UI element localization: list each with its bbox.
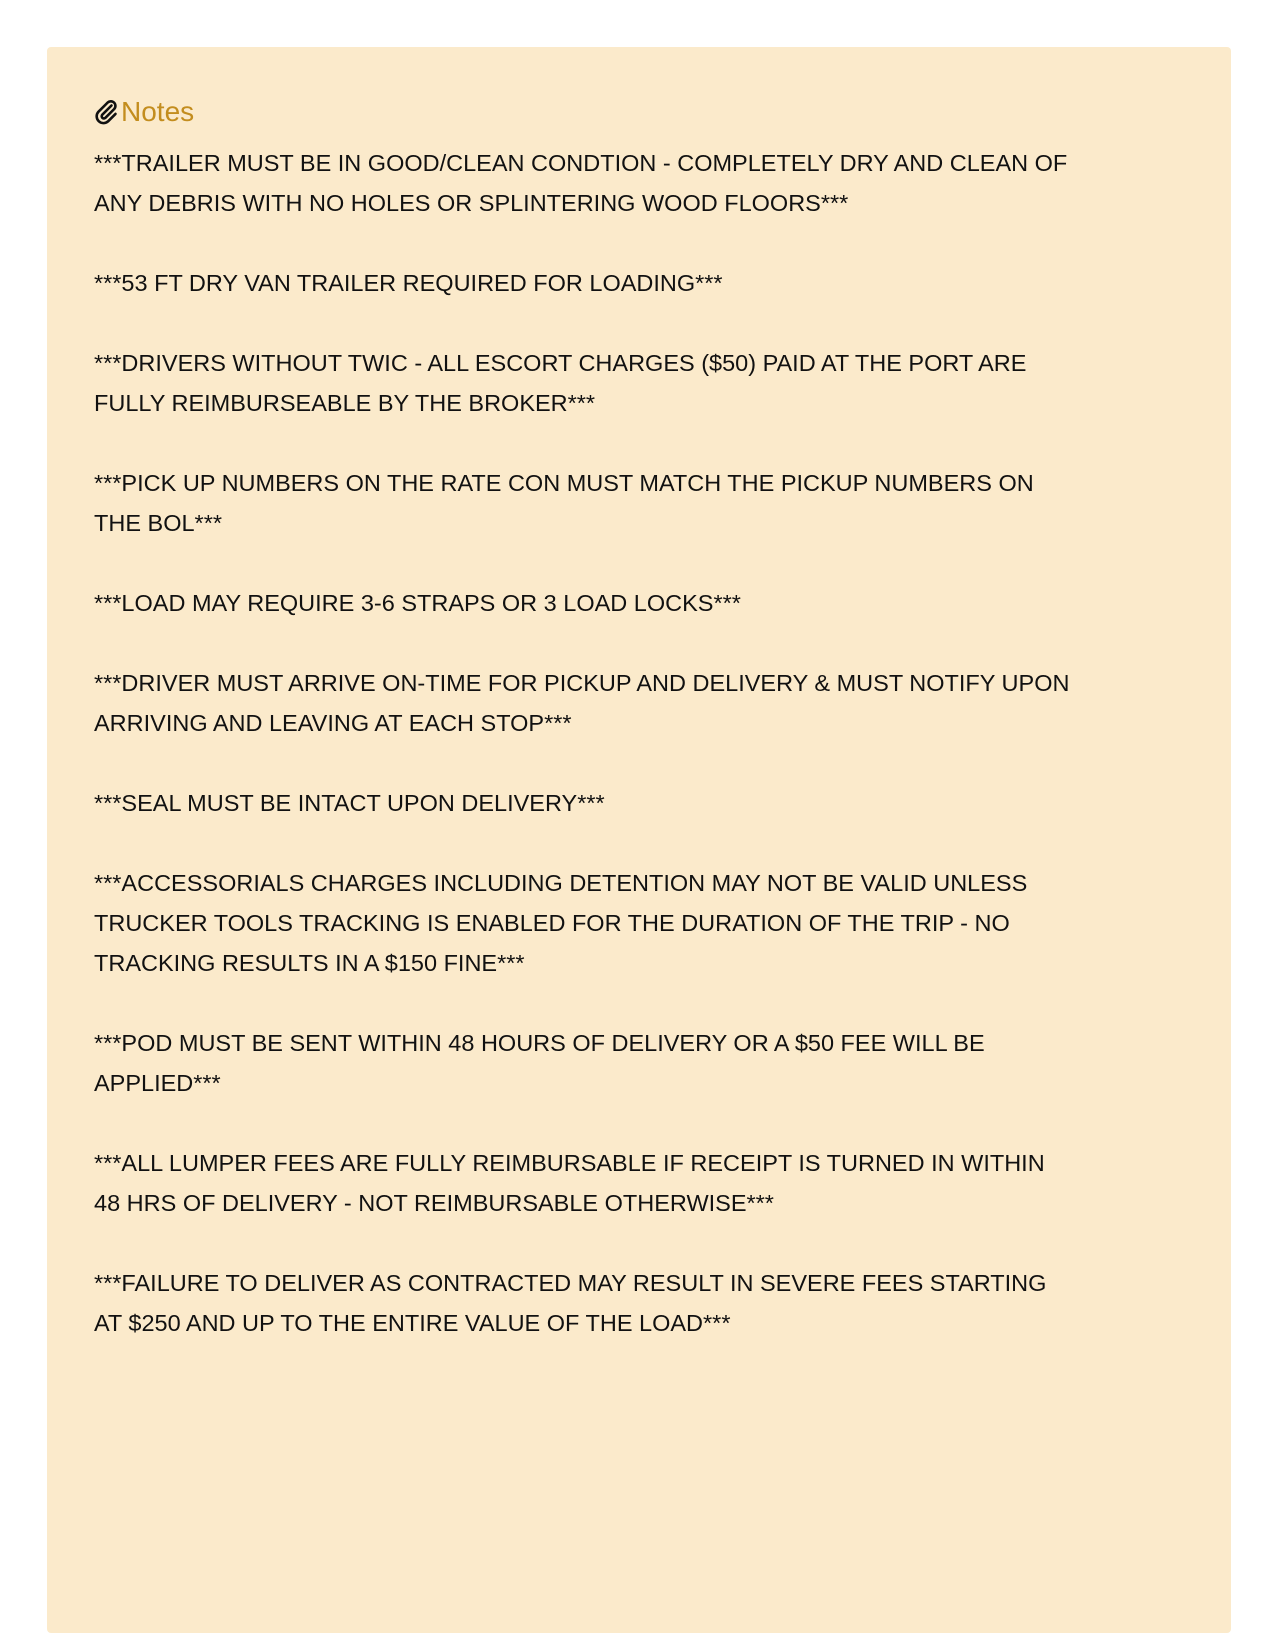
paperclip-icon <box>94 99 118 125</box>
note-item: ***TRAILER MUST BE IN GOOD/CLEAN CONDTION - COMPLETELY DRY AND CLEAN OF ANY DEBRIS WITH NO HOLES OR SPLINTERING WOOD FLOORS*** <box>94 150 1068 216</box>
note-item: ***FAILURE TO DELIVER AS CONTRACTED MAY RESULT IN SEVERE FEES STARTING AT $250 AND UP TO THE ENTIRE VALUE OF THE LOAD*** <box>94 1270 1047 1336</box>
note-item: ***ACCESSORIALS CHARGES INCLUDING DETENTION MAY NOT BE VALID UNLESS TRUCKER TOOLS TRACKING IS ENABLED FOR THE DURATION OF THE TRIP - NO TRACKING RESULTS IN A $150 FINE*** <box>94 870 1028 976</box>
note-item: ***DRIVERS WITHOUT TWIC - ALL ESCORT CHARGES ($50) PAID AT THE PORT ARE FULLY REIMBURSEABLE BY THE BROKER*** <box>94 350 1027 416</box>
notes-panel <box>47 47 1231 1633</box>
notes-header <box>94 95 1231 129</box>
note-item: ***53 FT DRY VAN TRAILER REQUIRED FOR LOADING*** <box>94 270 723 296</box>
note-item: ***ALL LUMPER FEES ARE FULLY REIMBURSABLE IF RECEIPT IS TURNED IN WITHIN 48 HRS OF DELIVERY - NOT REIMBURSABLE OTHERWISE*** <box>94 1150 1045 1216</box>
note-item: ***POD MUST BE SENT WITHIN 48 HOURS OF DELIVERY OR A $50 FEE WILL BE APPLIED*** <box>94 1030 985 1096</box>
note-item: ***PICK UP NUMBERS ON THE RATE CON MUST MATCH THE PICKUP NUMBERS ON THE BOL*** <box>94 470 1034 536</box>
note-item: ***LOAD MAY REQUIRE 3-6 STRAPS OR 3 LOAD LOCKS*** <box>94 590 741 616</box>
notes-list <box>94 143 1231 1343</box>
note-item: ***DRIVER MUST ARRIVE ON-TIME FOR PICKUP AND DELIVERY & MUST NOTIFY UPON ARRIVING AND LEAVING AT EACH STOP*** <box>94 670 1070 736</box>
notes-title: Notes <box>121 96 195 127</box>
note-item: ***SEAL MUST BE INTACT UPON DELIVERY*** <box>94 790 605 816</box>
